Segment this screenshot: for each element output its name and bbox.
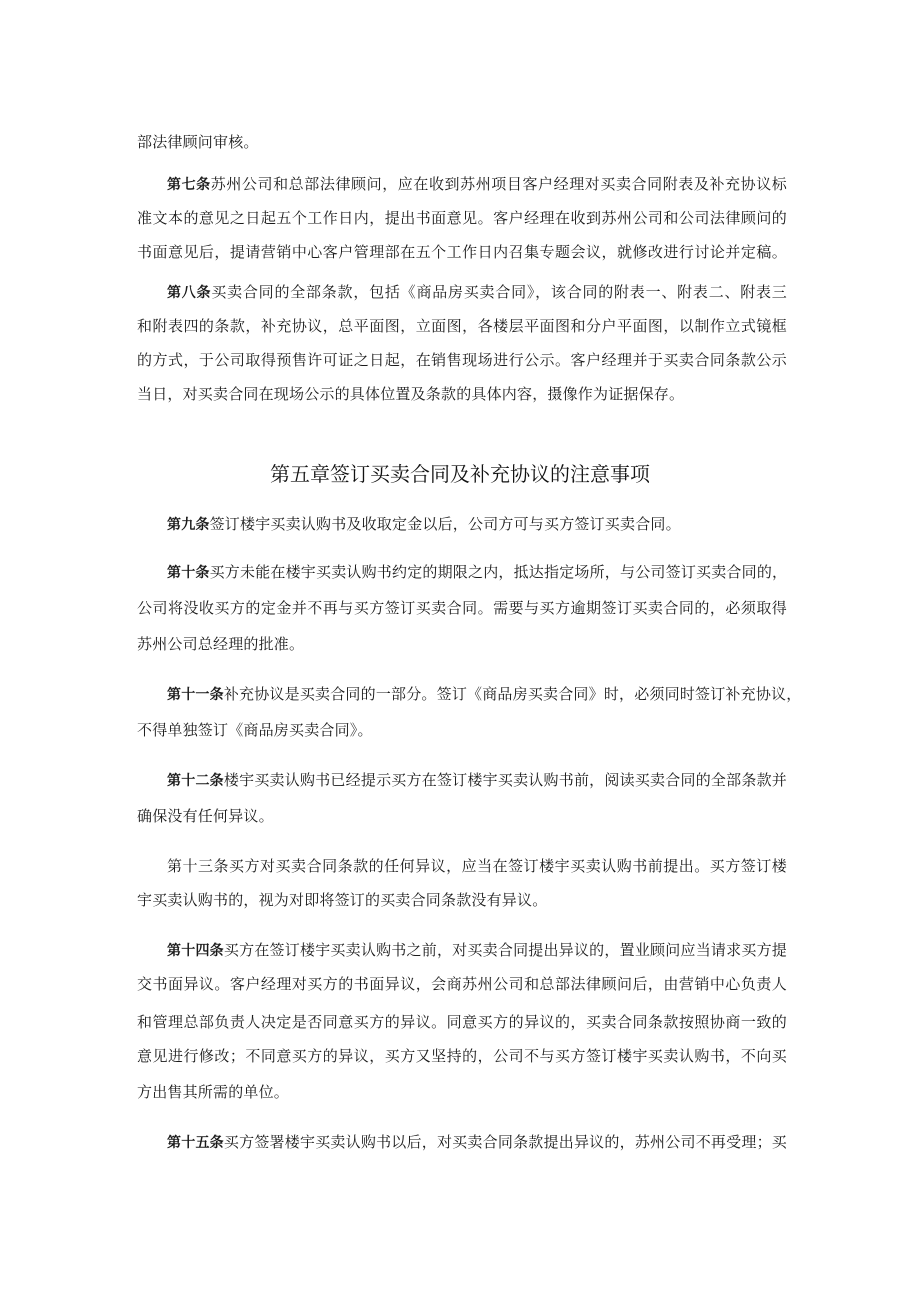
article-14-line-5: 方出售其所需的单位。 [137, 1083, 290, 1101]
article-9-line-1: 第九条签订楼宇买卖认购书及收取定金以后，公司方可与买方签订买卖合同。 [167, 515, 681, 533]
article-12-line-1: 第十二条楼宇买卖认购书已经提示买方在签订楼宇买卖认购书前，阅读买卖合同的全部条款并 [167, 771, 787, 789]
article-7-label: 第七条 [167, 177, 211, 193]
paragraph-line: 部法律顾问审核。 [137, 133, 259, 151]
article-14-line-4: 意见进行修改；不同意买方的异议，买方又坚持的，公司不与买方签订楼宇买卖认购书，不向买 [137, 1047, 787, 1065]
article-11-line-1: 第十一条补充协议是买卖合同的一部分。签订《商品房买卖合同》时，必须同时签订补充协议， [167, 685, 802, 703]
article-8-line-1: 第八条买卖合同的全部条款，包括《商品房买卖合同》，该合同的附表一、附表二、附表三 [167, 283, 788, 301]
chapter-title: 第五章签订买卖合同及补充协议的注意事项 [270, 462, 650, 486]
article-7-line-3: 书面意见后，提请营销中心客户管理部在五个工作日内召集专题会议，就修改进行讨论并定稿。 [137, 243, 787, 261]
article-12-line-2: 确保没有任何异议。 [137, 807, 274, 825]
article-12-label: 第十二条 [167, 773, 224, 789]
article-7-line-2: 准文本的意见之日起五个工作日内，提出书面意见。客户经理在收到苏州公司和公司法律顾问的 [137, 209, 787, 227]
article-14-line-2: 交书面异议。客户经理对买方的书面异议，会商苏州公司和总部法律顾问后，由营销中心负责人 [137, 975, 787, 993]
article-15-line-1: 第十五条买方签署楼宇买卖认购书以后，对买卖合同条款提出异议的，苏州公司不再受理；买 [167, 1133, 787, 1151]
article-14-line-3: 和管理总部负责人决定是否同意买方的异议。同意买方的异议的，买卖合同条款按照协商一致的 [137, 1013, 787, 1031]
article-10-label: 第十条 [167, 565, 210, 581]
article-11-label: 第十一条 [167, 687, 224, 703]
article-14-line-1: 第十四条买方在签订楼宇买卖认购书之前，对买卖合同提出异议的，置业顾问应当请求买方提 [167, 941, 787, 959]
article-11-line-2: 不得单独签订《商品房买卖合同》。 [137, 721, 373, 739]
article-13-line-1: 第十三条买方对买卖合同条款的任何异议，应当在签订楼宇买卖认购书前提出。买方签订楼 [167, 857, 787, 875]
article-15-label: 第十五条 [167, 1135, 224, 1151]
article-8-line-3: 的方式，于公司取得预售许可证之日起，在销售现场进行公示。客户经理并于买卖合同条款公示 [137, 351, 787, 369]
article-8-line-2: 和附表四的条款，补充协议，总平面图，立面图，各楼层平面图和分户平面图，以制作立式镜框 [137, 317, 787, 335]
article-8-line-4: 当日，对买卖合同在现场公示的具体位置及条款的具体内容，摄像作为证据保存。 [137, 385, 685, 403]
article-8-label: 第八条 [167, 285, 212, 301]
article-9-label: 第九条 [167, 517, 210, 533]
article-13-line-2: 宇买卖认购书的，视为对即将签订的买卖合同条款没有异议。 [137, 891, 548, 909]
article-10-line-1: 第十条买方未能在楼宇买卖认购书约定的期限之内，抵达指定场所，与公司签订买卖合同的， [167, 563, 788, 581]
article-14-label: 第十四条 [167, 943, 224, 959]
article-10-line-3: 苏州公司总经理的批准。 [137, 635, 305, 653]
article-7-line-1: 第七条苏州公司和总部法律顾问，应在收到苏州项目客户经理对买卖合同附表及补充协议标 [167, 175, 788, 193]
article-10-line-2: 公司将没收买方的定金并不再与买方签订买卖合同。需要与买方逾期签订买卖合同的，必须取得 [137, 599, 787, 617]
